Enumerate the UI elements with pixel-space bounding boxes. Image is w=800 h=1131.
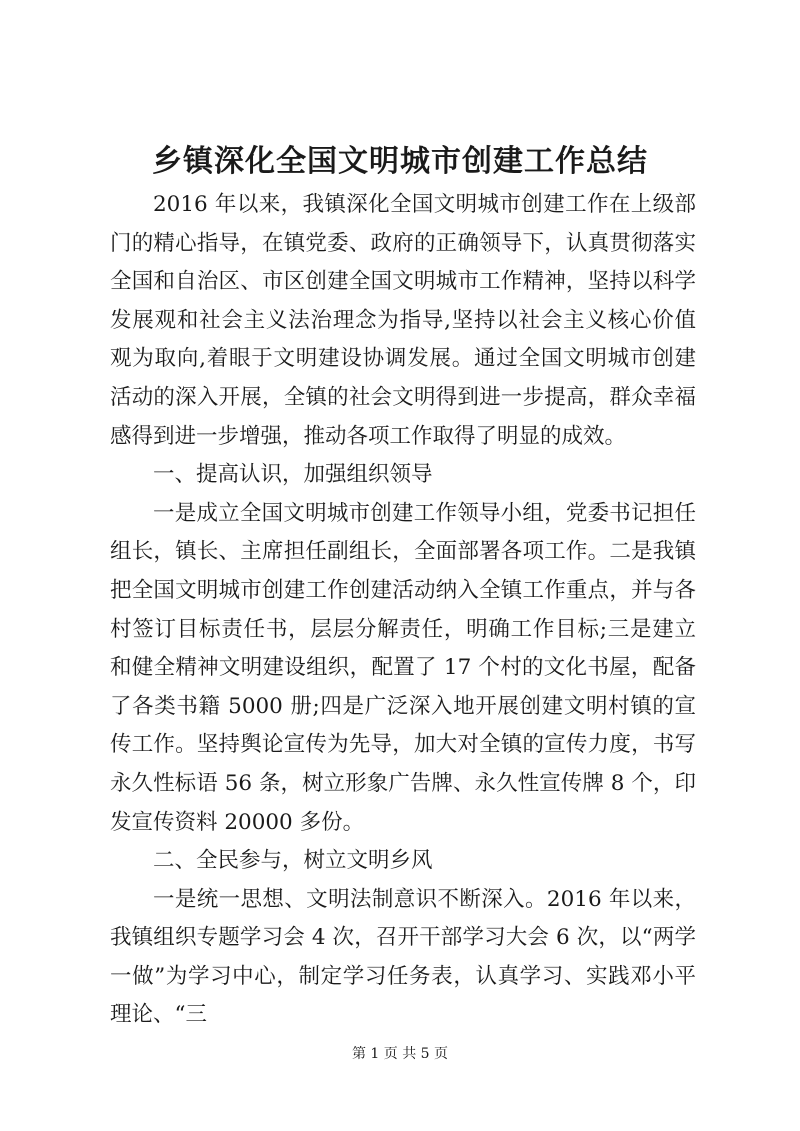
page-indicator: 第 1 页 共 5 页 bbox=[351, 1046, 449, 1062]
document-title: 乡镇深化全国文明城市创建工作总结 bbox=[152, 144, 648, 179]
paragraph-section-2: 一是统一思想、文明法制意识不断深入。2016 年以来，我镇组织专题学习会 4 次，召开干部学习大会 6 次，以“两学一做”为学习中心，制定学习任务表，认真学习、实践邓小平理论、“三 bbox=[110, 886, 696, 1028]
section-heading-1: 一、提高认识，加强组织领导 bbox=[153, 462, 433, 488]
paragraph-intro: 2016 年以来，我镇深化全国文明城市创建工作在上级部门的精心指导，在镇党委、政府的正确领导下，认真贯彻落实全国和自治区、市区创建全国文明城市工作精神，坚持以科学发展观和社会主义法治理念为指导,坚持以社会主义核心价值观为取向,着眼于文明建设协调发展。通过全国文明城市创建活动的深入开展，全镇的社会文明得到进一步提高，群众幸福感得到进一步增强，推动各项工作取得了明显的成效。 bbox=[110, 192, 696, 449]
document-body bbox=[110, 186, 696, 1035]
section-heading-2: 二、全民参与，树立文明乡风 bbox=[153, 848, 433, 874]
paragraph-section-1: 一是成立全国文明城市创建工作领导小组，党委书记担任组长，镇长、主席担任副组长，全面部署各项工作。二是我镇把全国文明城市创建工作创建活动纳入全镇工作重点，并与各村签订目标责任书，层层分解责任，明确工作目标;三是建立和健全精神文明建设组织，配置了 17 个村的文化书屋，配备了各类书籍 5000 册;四是广泛深入地开展创建文明村镇的宣传工作。坚持舆论宣传为先导，加大对全镇的宣传力度，书写永久性标语 56 条，树立形象广告牌、永久性宣传牌 8 个，印发宣传资料 20000 多份。 bbox=[110, 500, 696, 835]
